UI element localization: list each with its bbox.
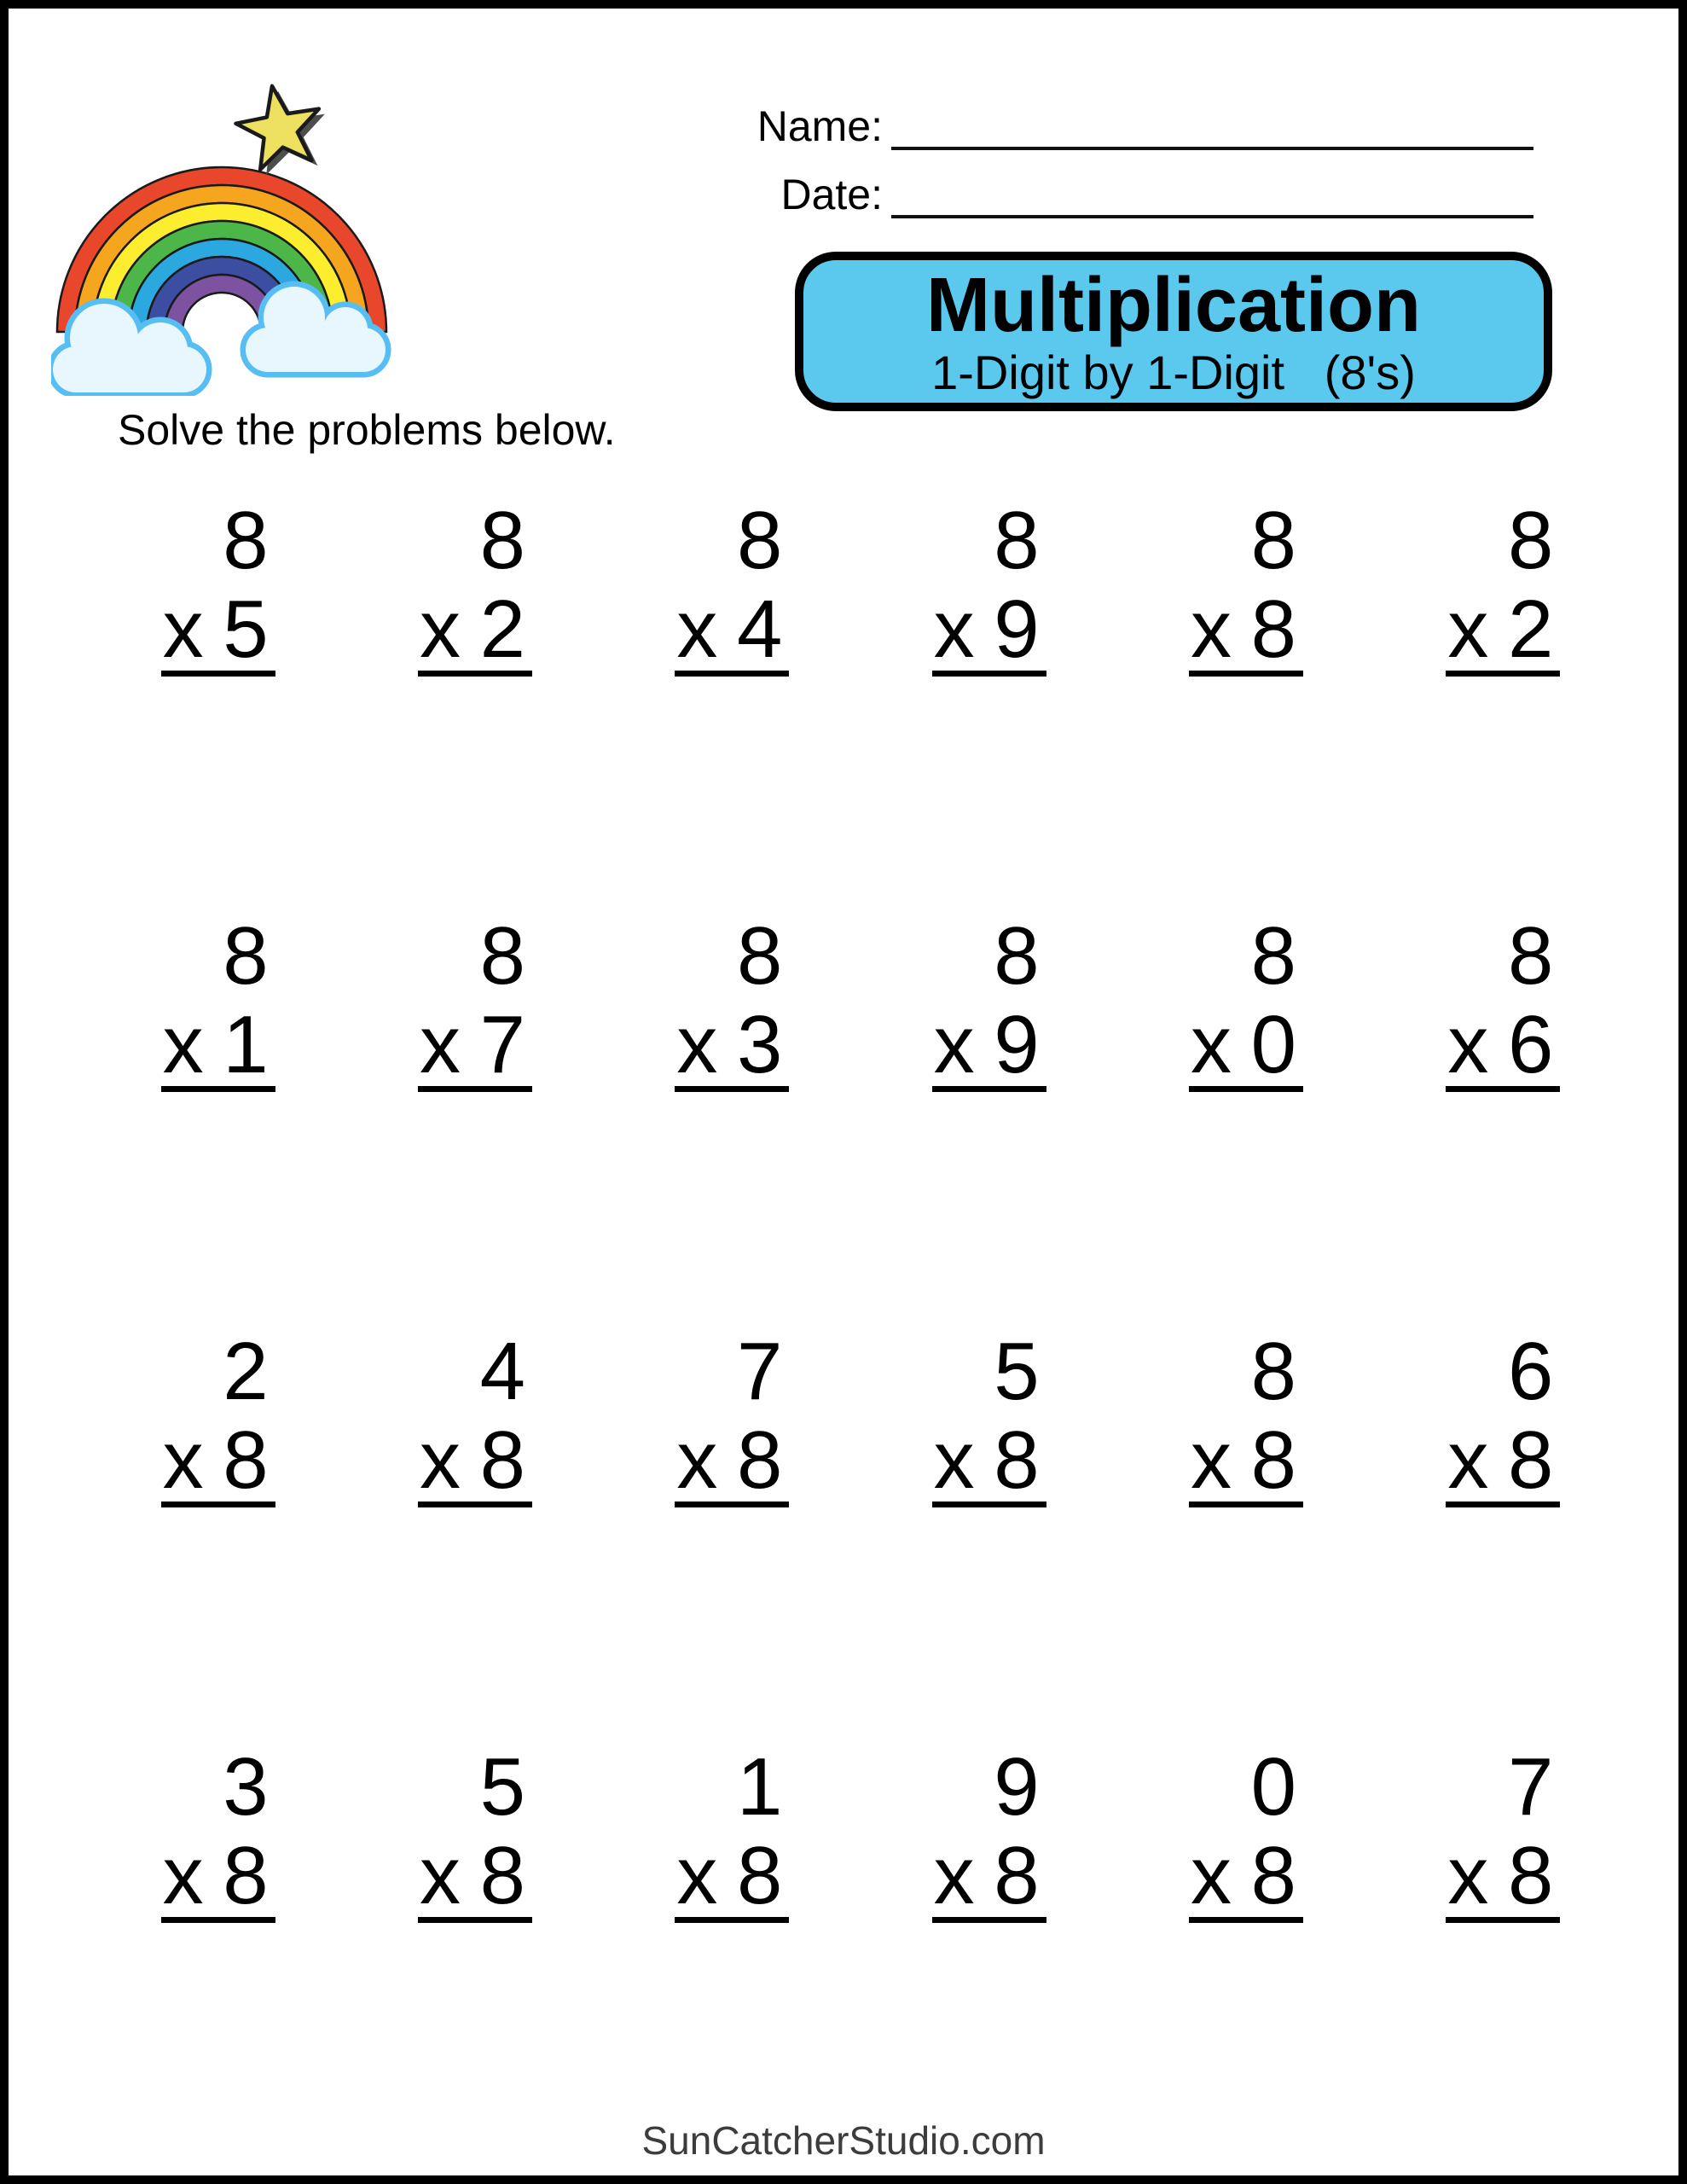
multiplicand: 8 <box>736 495 783 586</box>
problem <box>932 1741 1046 2169</box>
multiplicand: 7 <box>1507 1741 1554 1833</box>
multiplier: 0 <box>1250 999 1296 1090</box>
multiplication-sign: x <box>676 584 718 675</box>
multiplicand: 5 <box>479 1741 525 1833</box>
operand-answer-line <box>418 584 532 677</box>
multiplicand: 8 <box>1507 495 1554 586</box>
multiplier: 2 <box>479 584 525 675</box>
multiplicand: 2 <box>223 1326 269 1417</box>
name-blank-line <box>891 99 1533 150</box>
multiplication-sign: x <box>419 584 461 675</box>
multiplier: 1 <box>223 999 269 1090</box>
multiplier: 8 <box>994 1414 1040 1506</box>
operand-answer-line <box>1446 1414 1560 1507</box>
multiplier: 8 <box>479 1414 525 1506</box>
multiplicand: 8 <box>736 910 783 1002</box>
multiplier: 7 <box>479 999 525 1090</box>
operand-answer-line <box>161 584 275 677</box>
multiplicand: 8 <box>994 910 1040 1002</box>
multiplication-sign: x <box>1447 1830 1489 1921</box>
multiplier: 8 <box>736 1830 783 1921</box>
problem <box>1189 1741 1303 2169</box>
multiplication-sign: x <box>1190 1414 1232 1506</box>
operand-answer-line <box>932 584 1046 677</box>
operand-answer-line <box>1189 1830 1303 1923</box>
multiplier: 8 <box>1507 1414 1554 1506</box>
multiplication-sign: x <box>1447 999 1489 1090</box>
problem <box>161 1326 275 1753</box>
operand-answer-line <box>675 1830 789 1923</box>
multiplication-sign: x <box>933 584 975 675</box>
operand-answer-line <box>161 1830 275 1923</box>
problem <box>161 1741 275 2169</box>
operand-answer-line <box>161 1414 275 1507</box>
multiplier: 8 <box>223 1414 269 1506</box>
operand-answer-line <box>932 999 1046 1092</box>
multiplicand: 1 <box>736 1741 783 1833</box>
multiplication-sign: x <box>933 1414 975 1506</box>
multiplier: 3 <box>736 999 783 1090</box>
operand-answer-line <box>418 1830 532 1923</box>
multiplication-sign: x <box>419 1830 461 1921</box>
problem <box>1446 495 1560 922</box>
problem <box>1189 910 1303 1338</box>
operand-answer-line <box>1446 1830 1560 1923</box>
multiplicand: 7 <box>736 1326 783 1417</box>
multiplicand: 8 <box>1507 910 1554 1002</box>
multiplier: 9 <box>994 584 1040 675</box>
problem <box>675 1326 789 1753</box>
problem <box>675 1741 789 2169</box>
multiplicand: 6 <box>1507 1326 1554 1417</box>
instruction-text: Solve the problems below. <box>118 406 616 454</box>
problem <box>161 495 275 922</box>
operand-answer-line <box>1189 1414 1303 1507</box>
multiplication-sign: x <box>1190 1830 1232 1921</box>
multiplier: 6 <box>1507 999 1554 1090</box>
worksheet-title: Multiplication <box>926 262 1421 348</box>
multiplication-sign: x <box>162 1414 204 1506</box>
title-box <box>795 252 1552 411</box>
multiplicand: 3 <box>223 1741 269 1833</box>
multiplicand: 8 <box>479 495 525 586</box>
problem <box>418 1741 532 2169</box>
multiplier: 8 <box>1250 584 1296 675</box>
problem <box>1446 1741 1560 2169</box>
multiplicand: 5 <box>994 1326 1040 1417</box>
multiplier: 8 <box>736 1414 783 1506</box>
worksheet-subtitle: 1-Digit by 1-Digit (8's) <box>931 345 1416 399</box>
multiplicand: 4 <box>479 1326 525 1417</box>
date-blank-line <box>891 167 1533 218</box>
multiplier: 4 <box>736 584 783 675</box>
problem <box>675 910 789 1338</box>
footer-site-name: SunCatcherStudio.com <box>641 2118 1046 2163</box>
problem <box>675 495 789 922</box>
multiplier: 8 <box>1507 1830 1554 1921</box>
multiplicand: 8 <box>223 910 269 1002</box>
multiplicand: 9 <box>994 1741 1040 1833</box>
multiplication-sign: x <box>933 1830 975 1921</box>
date-label: Date: <box>780 171 883 218</box>
multiplier: 9 <box>994 999 1040 1090</box>
multiplicand: 8 <box>1250 910 1296 1002</box>
operand-answer-line <box>675 584 789 677</box>
multiplicand: 8 <box>1250 495 1296 586</box>
multiplier: 8 <box>479 1830 525 1921</box>
name-row <box>757 99 1533 150</box>
multiplication-sign: x <box>162 584 204 675</box>
problem <box>161 910 275 1338</box>
problem <box>1446 1326 1560 1753</box>
operand-answer-line <box>418 1414 532 1507</box>
problem <box>418 1326 532 1753</box>
problem <box>932 1326 1046 1753</box>
problem <box>932 495 1046 922</box>
multiplication-sign: x <box>162 1830 204 1921</box>
multiplication-sign: x <box>419 999 461 1090</box>
multiplier: 8 <box>994 1830 1040 1921</box>
operand-answer-line <box>1446 584 1560 677</box>
multiplication-sign: x <box>419 1414 461 1506</box>
operand-answer-line <box>1446 999 1560 1092</box>
problems-grid <box>90 495 1632 2169</box>
name-label: Name: <box>757 102 883 150</box>
operand-answer-line <box>932 1414 1046 1507</box>
multiplication-sign: x <box>933 999 975 1090</box>
problem <box>418 495 532 922</box>
multiplier: 2 <box>1507 584 1554 675</box>
multiplication-sign: x <box>676 1414 718 1506</box>
multiplier: 5 <box>223 584 269 675</box>
problem <box>932 910 1046 1338</box>
operand-answer-line <box>1189 584 1303 677</box>
problem <box>1189 495 1303 922</box>
multiplication-sign: x <box>1190 999 1232 1090</box>
multiplication-sign: x <box>676 999 718 1090</box>
multiplicand: 8 <box>479 910 525 1002</box>
operand-answer-line <box>161 999 275 1092</box>
multiplier: 8 <box>1250 1830 1296 1921</box>
operand-answer-line <box>1189 999 1303 1092</box>
problem <box>1446 910 1560 1338</box>
multiplicand: 8 <box>223 495 269 586</box>
date-row <box>780 167 1533 218</box>
multiplier: 8 <box>223 1830 269 1921</box>
multiplication-sign: x <box>1447 1414 1489 1506</box>
multiplication-sign: x <box>162 999 204 1090</box>
problem <box>1189 1326 1303 1753</box>
multiplicand: 0 <box>1250 1741 1296 1833</box>
operand-answer-line <box>418 999 532 1092</box>
problem <box>418 910 532 1338</box>
rainbow-graphic <box>51 46 392 396</box>
multiplication-sign: x <box>1190 584 1232 675</box>
multiplicand: 8 <box>994 495 1040 586</box>
operand-answer-line <box>675 1414 789 1507</box>
multiplier: 8 <box>1250 1414 1296 1506</box>
multiplication-sign: x <box>1447 584 1489 675</box>
multiplication-sign: x <box>676 1830 718 1921</box>
multiplicand: 8 <box>1250 1326 1296 1417</box>
operand-answer-line <box>932 1830 1046 1923</box>
operand-answer-line <box>675 999 789 1092</box>
